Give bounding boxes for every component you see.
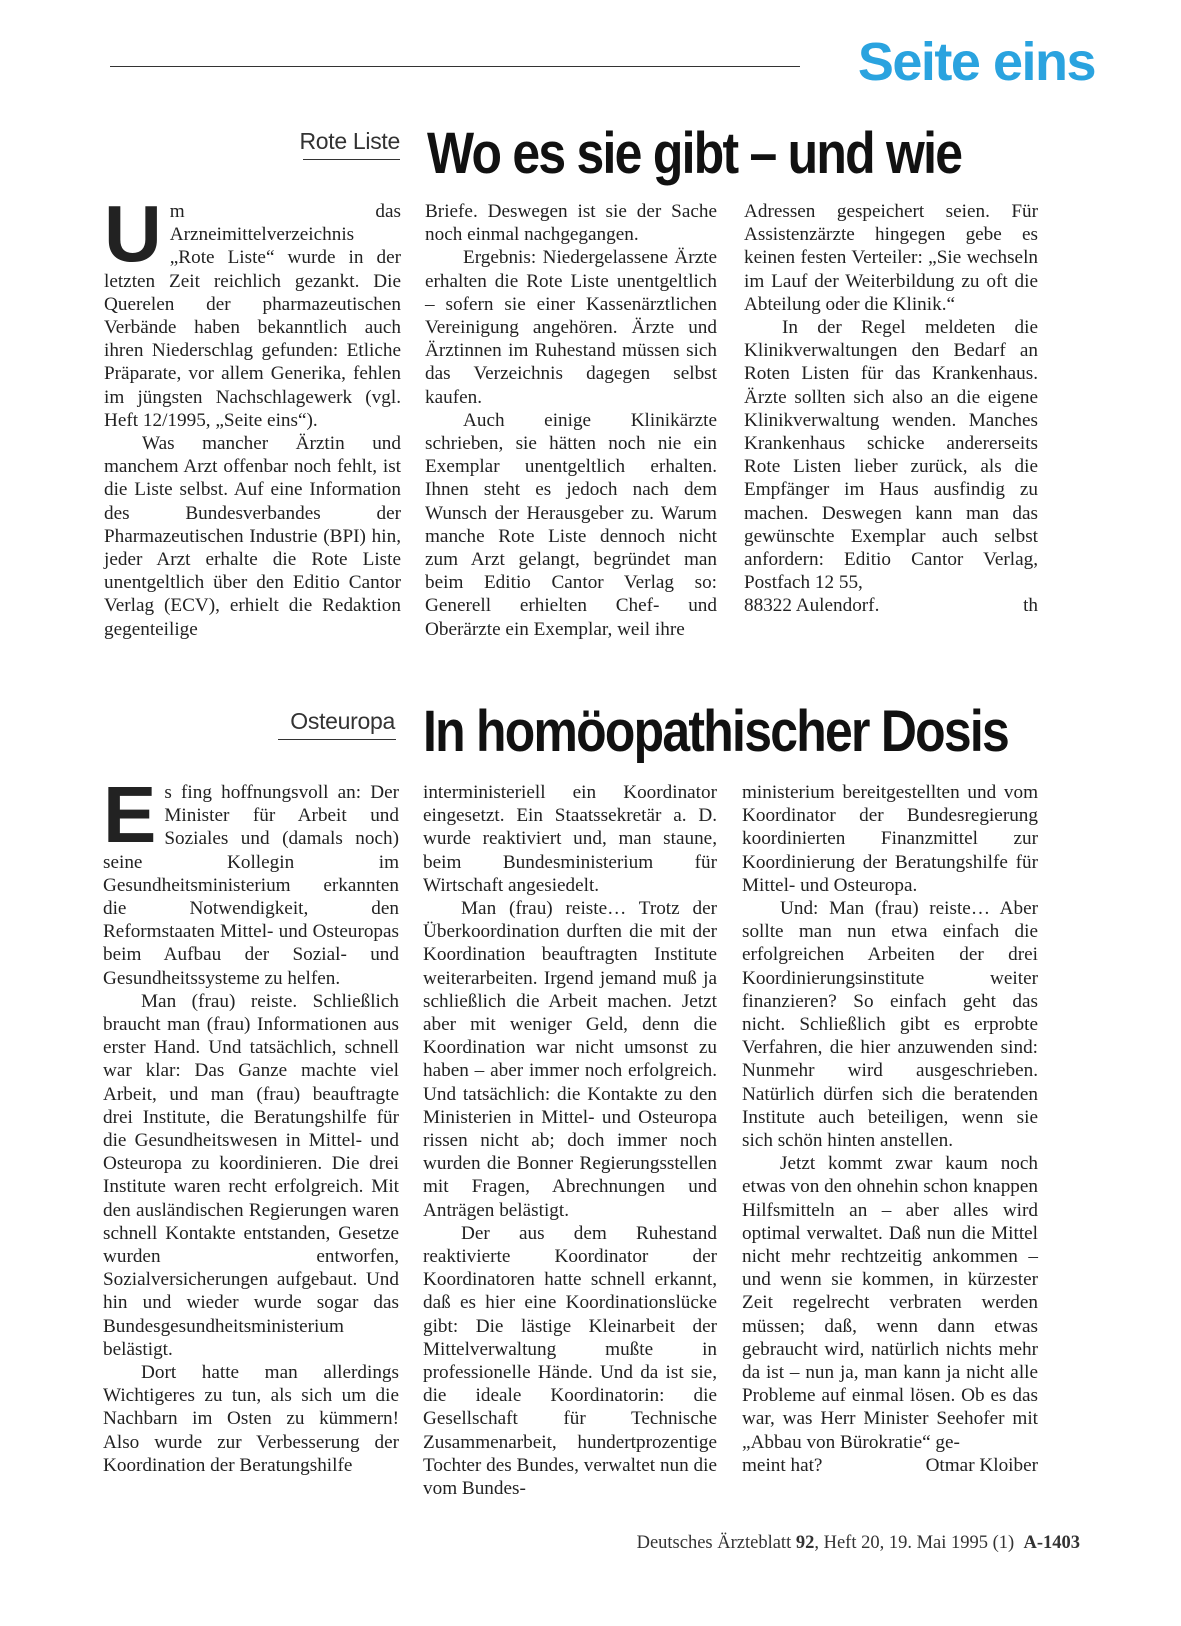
article2-col2-paragraph: Man (frau) reiste… Trotz der Überkoordination durften die mit der Koordination beauftragten Institute weiterarbeiten. Irgend jemand muß ja schließlich die Arbeit machen. Jetzt aber mit weniger Geld, denn die Koordination war nicht umsonst zu haben – aber immer noch erfolgreich. Und tatsächlich: die Kontakte zu den Ministerien in Mittel- und Osteuropa rissen nicht ab; doch immer noch wurden die Bonner Regierungsstellen mit Fragen, Abrechnungen und Anträgen belästigt. xyxy=(423,898,717,1221)
article2-column-2 xyxy=(423,781,717,1500)
article1-label: Rote Liste xyxy=(299,128,400,154)
article2-col3-paragraph: ministerium bereitgestellten und vom Koordinator der Bundesregierung koordinierten Finanzmittel zur Koordinierung der Beratungshilfe für Mittel- und Osteuropa. xyxy=(742,782,1038,896)
article2-col1-paragraph: s fing hoffnungsvoll an: Der Minister für Arbeit und Soziales und (damals noch) seine Kollegin im Gesundheitsministerium erkannten die Notwendigkeit, den Reformstaaten Mittel- und Osteuropas beim Aufbau der Sozial- und Gesundheitssysteme zu helfen. xyxy=(103,782,399,989)
article1-signature: th xyxy=(1023,595,1038,617)
article2-col2-paragraph: interministeriell ein Koordinator eingesetzt. Ein Staatssekretär a. D. wurde reaktiviert und, man staune, beim Bundesministerium für Wirtschaft angesiedelt. xyxy=(423,782,717,896)
footer-issue: , Heft 20, 19. Mai 1995 (1) xyxy=(814,1533,1015,1553)
article2-col1-paragraph: Man (frau) reiste. Schließlich braucht man (frau) Informationen aus erster Hand. Und tatsächlich, schnell war klar: Das Ganze machte viel Arbeit, und man (frau) beauftragte drei Institute, die Beratungshilfe für die Gesundheitswesen in Mittel- und Osteuropa zu koordinieren. Die drei Institute waren recht erfolgreich. Mit den ausländischen Regierungen waren schnell Kontakte entstanden, Gesetze wurden entworfen, Sozialversicherungen aufgebaut. Und hin und wieder wurde sogar das Bundesgesundheitsministerium belästigt. xyxy=(103,990,399,1360)
footer-journal: Deutsches Ärzteblatt xyxy=(636,1533,792,1553)
article1-col3-paragraph: Adressen gespeichert seien. Für Assistenzärzte hingegen gebe es keinen festen Verteiler: „Sie wechseln im Lauf der Weiterbildung zu oft die Abteilung oder die Klinik.“ xyxy=(744,201,1038,315)
article2-dropcap: E xyxy=(103,770,157,859)
article1-closing-line xyxy=(744,594,1038,617)
article2-closing-line xyxy=(742,1454,1038,1477)
article2-col2-paragraph: Der aus dem Ruhestand reaktivierte Koordinator der Koordinatoren hatte schnell erkannt, daß es hier eine Koordinationslücke gibt: Die lästige Kleinarbeit der Mittelverwaltung mußte in professionelle Hände. Und da ist sie, die ideale Koordinatorin: die Gesellschaft für Technische Zusammenarbeit, hundertprozentige Tochter des Bundes, verwaltet nun die vom Bundes- xyxy=(423,1222,717,1500)
article1-col1-paragraph: Was mancher Ärztin und manchem Arzt offenbar noch fehlt, ist die Liste selbst. Auf eine Information des Bundesverbandes der Pharmazeutischen Industrie (BPI) hin, jeder Arzt erhalte die Rote Liste unentgeltlich über den Editio Cantor Verlag (ECV), erhielt die Redaktion gegenteilige xyxy=(104,433,401,640)
article1-headline: Wo es sie gibt – und wie xyxy=(427,121,962,186)
article1-col3-paragraph: In der Regel meldeten die Klinikverwaltungen den Bedarf an Roten Listen für das Krankenhaus. Ärzte sollten sich also an die eigene Klinikverwaltung wenden. Manches Krankenhaus schicke andererseits Rote Listen lieber zurück, als die Empfänger im Haus ausfindig zu machen. Deswegen kann man das gewünschte Exemplar auch selbst anfordern: Editio Cantor Verlag, Postfach 12 55, xyxy=(744,317,1038,594)
article1-col2-paragraph: Briefe. Deswegen ist sie der Sache noch einmal nachgegangen. xyxy=(425,201,717,246)
article1-col3-last-line: 88322 Aulendorf. xyxy=(744,595,880,617)
header-rule xyxy=(110,66,800,67)
article2-column-3 xyxy=(742,781,1038,1477)
article2-signature: Otmar Kloiber xyxy=(925,1454,1038,1476)
page-footer xyxy=(560,1533,1080,1554)
article1-label-rule xyxy=(303,159,400,160)
article1-col2-paragraph: Ergebnis: Niedergelassene Ärzte erhalten die Rote Liste unentgeltlich – sofern sie einer Kassenärztlichen Vereinigung angehören. Ärzte und Ärztinnen im Ruhestand müssen sich das Verzeichnis dagegen selbst kaufen. xyxy=(425,247,717,408)
article2-col3-last-line: meint hat? xyxy=(742,1454,823,1476)
article1-column-2 xyxy=(425,200,717,641)
article2-col3-paragraph: Jetzt kommt zwar kaum noch etwas von den ohnehin schon knappen Hilfsmitteln an – aber alles wird optimal verwaltet. Daß nun die Mittel nicht mehr rechtzeitig ankommen – und wenn sie kommen, in kürzester Zeit regelrecht verbraten werden müssen; daß, wenn dann etwas gebraucht wird, natürlich nichts mehr da ist – nun ja, man kann ja nicht alle Probleme auf einmal lösen. Ob es das war, was Herr Minister Seehofer mit „Abbau von Bürokratie“ ge- xyxy=(742,1153,1038,1453)
footer-page-number: A-1403 xyxy=(1023,1533,1080,1553)
article2-headline: In homöopathischer Dosis xyxy=(423,699,1009,764)
article2-label-rule xyxy=(278,739,396,740)
footer-volume: 92 xyxy=(795,1533,815,1553)
article2-col1-paragraph: Dort hatte man allerdings Wichtigeres zu tun, als sich um die Nachbarn im Osten zu kümmern! Also wurde zur Verbesserung der Koordination der Beratungshilfe xyxy=(103,1362,399,1476)
article2-column-1 xyxy=(103,770,399,1477)
article1-col1-paragraph: m das Arzneimittelverzeichnis „Rote Liste“ wurde in der letzten Zeit reichlich gezankt. Die Querelen der pharmazeutischen Verbände haben bekanntlich auch ihren Niederschlag gefunden: Etliche Präparate, vor allem Generika, fehlen im jüngsten Nachschlagewerk (vgl. Heft 12/1995, „Seite eins“). xyxy=(104,201,401,431)
section-title: Seite eins xyxy=(857,32,1095,92)
article1-dropcap: U xyxy=(104,189,162,278)
article2-col3-paragraph: Und: Man (frau) reiste… Aber sollte man nun etwa einfach die erfolgreichen Arbeiten der drei Koordinierungsinstitute weiter finanzieren? So einfach geht das nicht. Schließlich gibt es erprobte Verfahren, die hier anzuwenden sind: Nunmehr wird ausgeschrieben. Natürlich dürfen sich die beratenden Institute auch beteiligen, wenn sie sich schön hinten anstellen. xyxy=(742,898,1038,1152)
article2-label: Osteuropa xyxy=(290,708,395,734)
article1-column-1 xyxy=(104,189,401,641)
article1-col2-paragraph: Auch einige Klinikärzte schrieben, sie hätten noch nie ein Exemplar unentgeltlich erhalten. Ihnen steht es jedoch nach dem Wunsch der Herausgeber zu. Warum manche Rote Liste dennoch nicht zum Arzt gelangt, begründet man beim Editio Cantor Verlag so: Generell erhielten Chef- und Oberärzte ein Exemplar, weil ihre xyxy=(425,409,717,640)
article1-column-3 xyxy=(744,200,1038,618)
